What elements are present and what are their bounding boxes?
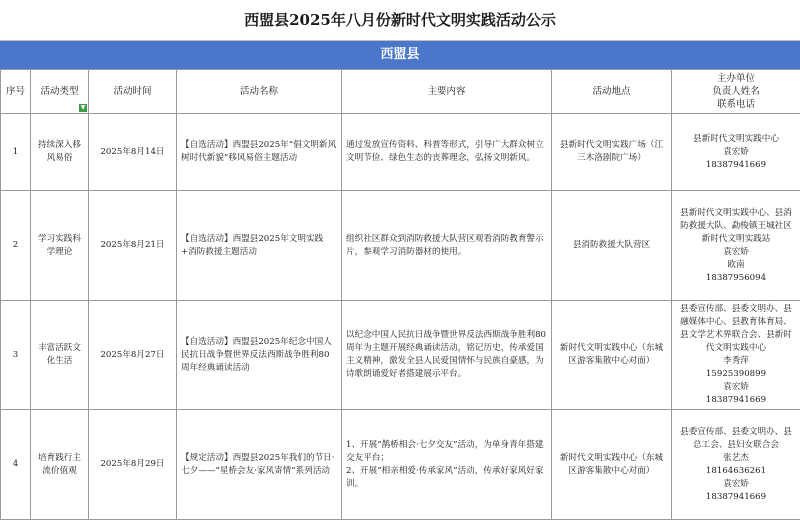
cell-content: 组织社区群众到消防救援大队营区观看消防教育警示片，参观学习消防器材的使用。 (342, 191, 552, 301)
activity-table (0, 69, 800, 520)
cell-time: 2025年8月27日 (89, 301, 177, 410)
cell-name: 【规定活动】西盟县2025年我们的节日·七夕——“星桥会友·家风寄情”系列活动 (177, 410, 342, 520)
document-title: 西盟县2025年八月份新时代文明实践活动公示 (0, 0, 800, 41)
cell-time: 2025年8月21日 (89, 191, 177, 301)
cell-org (672, 114, 800, 191)
cell-no: 1 (1, 114, 31, 191)
content-item-1: 1、开展“鹊桥相会·七夕交友”活动，为单身青年搭建交友平台； (346, 439, 547, 465)
org-phone: 18387941669 (676, 394, 796, 407)
cell-place: 县新时代文明实践广场（江三木洛剧院广场） (552, 114, 672, 191)
table-row (1, 410, 800, 520)
org-person: 袁宏娇 (676, 381, 796, 394)
cell-org (672, 410, 800, 520)
cell-type: 学习实践科学理论 (31, 191, 89, 301)
org-person: 张艺杰 (676, 452, 796, 465)
table-row (1, 191, 800, 301)
header-place: 活动地点 (552, 70, 672, 114)
header-type-label: 活动类型 (40, 86, 78, 97)
org-person: 袁宏娇 (676, 478, 796, 491)
table-row (1, 114, 800, 191)
header-org-line3: 联系电话 (676, 98, 796, 111)
header-no: 序号 (1, 70, 31, 114)
cell-org (672, 191, 800, 301)
cell-place: 新时代文明实践中心（东城区游客集散中心对面） (552, 410, 672, 520)
org-phone: 18387941669 (676, 159, 796, 172)
cell-place: 县消防救援大队营区 (552, 191, 672, 301)
cell-no: 2 (1, 191, 31, 301)
org-phone: 18387941669 (676, 491, 796, 504)
cell-no: 3 (1, 301, 31, 410)
cell-content (342, 410, 552, 520)
cell-no: 4 (1, 410, 31, 520)
org-phone: 18164636261 (676, 465, 796, 478)
cell-type: 丰富活跃文化生活 (31, 301, 89, 410)
content-item-2: 2、开展“相亲相爱·传承家风”活动，传承好家风好家训。 (346, 465, 547, 491)
table-row (1, 301, 800, 410)
header-type[interactable] (31, 70, 89, 114)
filter-icon[interactable]: ▼ (79, 104, 87, 112)
cell-type: 培育践行主流价值观 (31, 410, 89, 520)
header-org (672, 70, 800, 114)
org-person: 袁宏娇 (676, 246, 796, 259)
org-unit: 县新时代文明实践中心、县消防救援大队、勐梭镇王城社区新时代文明实践站 (676, 207, 796, 246)
org-person: 袁宏娇 (676, 146, 796, 159)
header-org-line1: 主办单位 (676, 72, 796, 85)
header-time: 活动时间 (89, 70, 177, 114)
header-name: 活动名称 (177, 70, 342, 114)
cell-type: 持续深入移风易俗 (31, 114, 89, 191)
header-content: 主要内容 (342, 70, 552, 114)
org-phone: 18387956094 (676, 272, 796, 285)
cell-time: 2025年8月29日 (89, 410, 177, 520)
org-person: 李秀萍 (676, 355, 796, 368)
cell-time: 2025年8月14日 (89, 114, 177, 191)
cell-content: 通过发放宣传资料、科普等形式，引导广大群众树立文明节俭、绿色生态的丧葬理念，弘扬文明新风。 (342, 114, 552, 191)
cell-org (672, 301, 800, 410)
cell-name: 【自选活动】西盟县2025年纪念中国人民抗日战争暨世界反法西斯战争胜利80周年经典诵读活动 (177, 301, 342, 410)
org-unit: 县委宣传部、县委文明办、县融媒体中心、县教育体育局、县文学艺术界联合会、县新时代文明实践中心 (676, 303, 796, 355)
org-unit: 县委宣传部、县委文明办、县总工会、县妇女联合会 (676, 426, 796, 452)
org-person: 欧南 (676, 259, 796, 272)
header-org-line2: 负责人姓名 (676, 85, 796, 98)
cell-name: 【自选活动】西盟县2025年文明实践+消防救援主题活动 (177, 191, 342, 301)
cell-place: 新时代文明实践中心（东城区游客集散中心对面） (552, 301, 672, 410)
org-phone: 15925390899 (676, 368, 796, 381)
cell-content: 以纪念中国人民抗日战争暨世界反法西斯战争胜利80周年为主题开展经典诵读活动，铭记历史，传承爱国主义精神，激发全县人民爱国情怀与民族自豪感，为诗歌朗诵爱好者搭建展示平台。 (342, 301, 552, 410)
cell-name: 【自选活动】西盟县2025年“倡文明新风 树时代新貌”移风易俗主题活动 (177, 114, 342, 191)
org-unit: 县新时代文明实践中心 (676, 133, 796, 146)
header-row (1, 70, 800, 114)
county-banner: 西盟县 (0, 41, 800, 69)
